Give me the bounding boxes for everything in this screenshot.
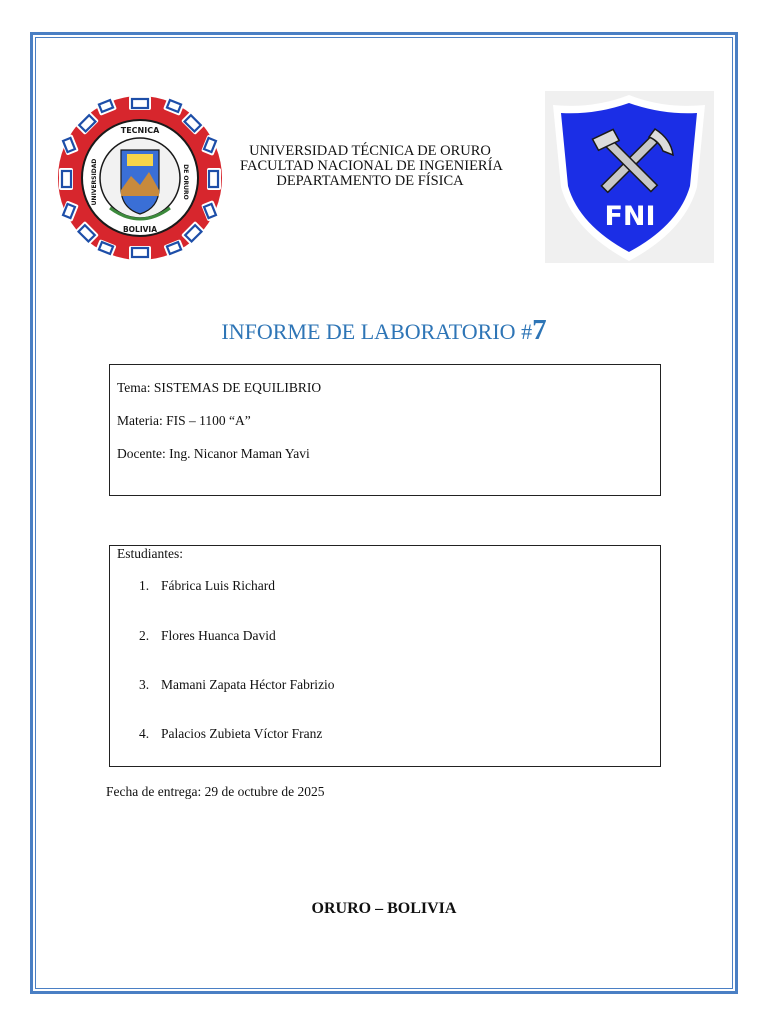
fni-shield-logo (545, 91, 714, 263)
university-seal-icon (55, 90, 225, 265)
list-number: 1. (139, 578, 150, 593)
student-name: Fábrica Luis Richard (161, 578, 275, 593)
report-title-text: INFORME DE LABORATORIO # (221, 319, 533, 344)
svg-text:FNI: FNI (604, 201, 656, 232)
student-name: Flores Huanca David (161, 628, 276, 643)
student-name: Mamani Zapata Héctor Fabrizio (161, 677, 335, 692)
footer-location: ORURO – BOLIVIA (311, 900, 457, 917)
university-seal-logo (55, 90, 225, 265)
svg-text:UNIVERSIDAD: UNIVERSIDAD (91, 158, 98, 206)
svg-text:BOLIVIA: BOLIVIA (122, 225, 158, 234)
topic-line: Tema: SISTEMAS DE EQUILIBRIO (117, 380, 322, 395)
report-number: 7 (532, 314, 547, 346)
institution-header (240, 143, 503, 189)
svg-text:DE ORURO: DE ORURO (182, 164, 189, 200)
svg-text:TECNICA: TECNICA (120, 126, 160, 135)
list-number: 2. (139, 628, 150, 643)
due-date: Fecha de entrega: 29 de octubre de 2025 (106, 784, 325, 799)
list-item (139, 628, 276, 644)
list-number: 3. (139, 677, 150, 692)
department-name: DEPARTAMENTO DE FÍSICA (276, 173, 464, 189)
list-number: 4. (139, 726, 150, 741)
students-box (109, 545, 661, 767)
list-item (139, 578, 275, 594)
subject-line: Materia: FIS – 1100 “A” (117, 413, 251, 428)
faculty-name: FACULTAD NACIONAL DE INGENIERÍA (240, 158, 503, 174)
fni-shield-icon (545, 91, 714, 263)
teacher-line: Docente: Ing. Nicanor Maman Yavi (117, 446, 310, 461)
students-caption: Estudiantes: (117, 546, 183, 561)
list-item (139, 677, 335, 693)
university-name: UNIVERSIDAD TÉCNICA DE ORURO (249, 143, 491, 159)
student-name: Palacios Zubieta Víctor Franz (161, 726, 323, 741)
course-info-box (109, 364, 661, 496)
report-title (0, 314, 768, 347)
list-item (139, 726, 322, 742)
